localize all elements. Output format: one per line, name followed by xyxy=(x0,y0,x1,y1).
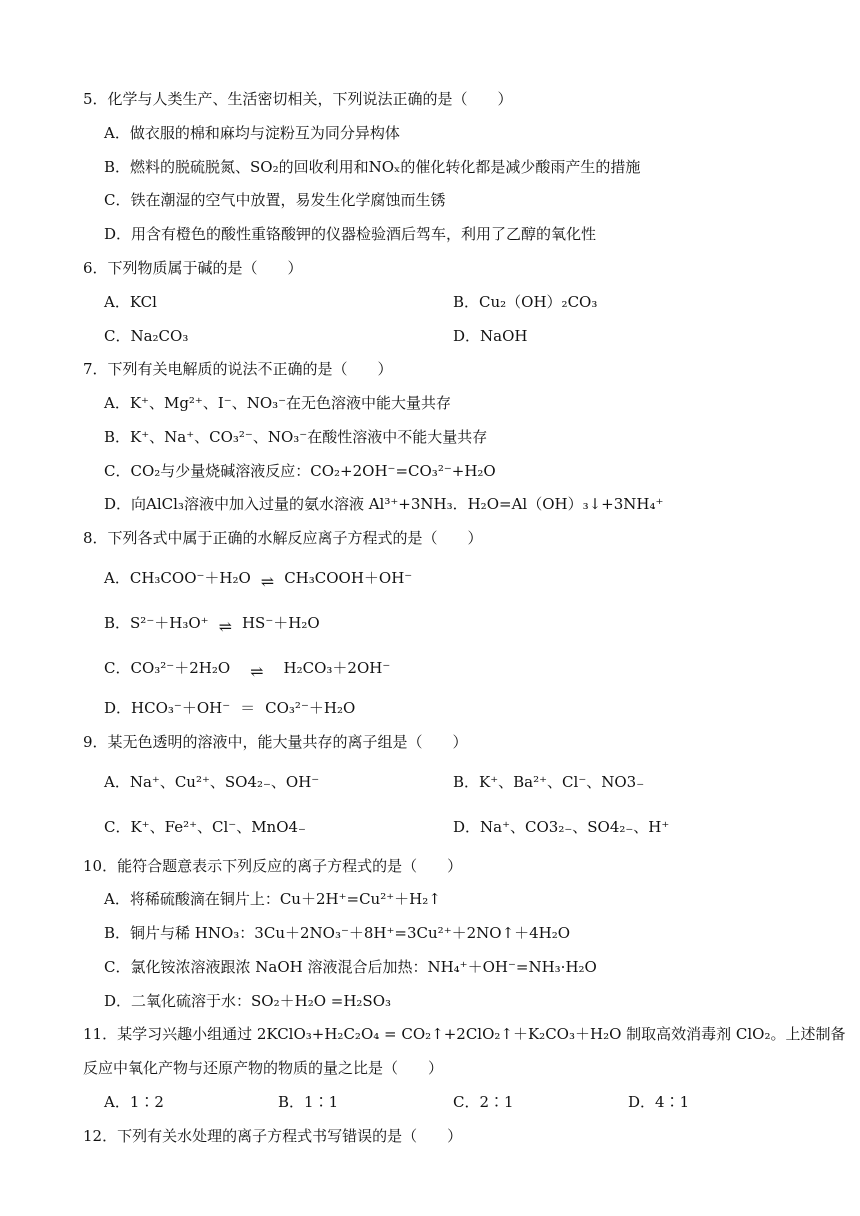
question-5-option-d: D．用含有橙色的酸性重铬酸钾的仪器检验酒后驾车，利用了乙醇的氧化性 xyxy=(104,225,597,243)
equation-lhs: S²⁻＋H₃O⁺ xyxy=(130,614,209,632)
equation-lhs: CO₃²⁻＋2H₂O xyxy=(130,659,231,677)
question-5-option-c: C．铁在潮湿的空气中放置，易发生化学腐蚀而生锈 xyxy=(104,191,446,209)
question-9-option-d: D．Na⁺、CO3₂₋、SO4₂₋、H⁺ xyxy=(453,818,670,836)
equation-rhs: CO₃²⁻＋H₂O xyxy=(265,699,356,717)
equation-lhs: HCO₃⁻＋OH⁻ xyxy=(131,699,231,717)
question-10-option-c: C．氯化铵浓溶液跟浓 NaOH 溶液混合后加热：NH₄⁺＋OH⁻=NH₃·H₂O xyxy=(104,958,597,976)
question-10-option-d: D．二氧化硫溶于水：SO₂＋H₂O =H₂SO₃ xyxy=(104,992,392,1010)
question-8-option-d xyxy=(104,698,355,718)
question-5-stem: 5．化学与人类生产、生活密切相关，下列说法正确的是（ ） xyxy=(83,90,513,108)
question-10-option-a: A．将稀硫酸滴在铜片上：Cu＋2H⁺=Cu²⁺＋H₂↑ xyxy=(104,890,441,908)
equation-rhs: CH₃COOH＋OH⁻ xyxy=(284,569,413,587)
question-6-option-a: A．KCl xyxy=(104,293,157,311)
question-6-option-c: C．Na₂CO₃ xyxy=(104,327,189,345)
equation-lhs: CH₃COO⁻＋H₂O xyxy=(129,569,251,587)
question-5-option-a: A．做衣服的棉和麻均与淀粉互为同分异构体 xyxy=(104,124,400,142)
option-label: D． xyxy=(104,699,132,717)
question-11-option-d: D．4∶1 xyxy=(628,1093,690,1111)
option-label: B． xyxy=(104,614,131,632)
question-6-stem: 6．下列物质属于碱的是（ ） xyxy=(83,259,303,277)
question-11-option-c: C．2∶1 xyxy=(453,1093,514,1111)
question-9-option-a: A．Na⁺、Cu²⁺、SO4₂₋、OH⁻ xyxy=(104,773,320,791)
equals-sign: ＝ xyxy=(240,699,256,717)
question-7-option-a: A．K⁺、Mg²⁺、I⁻、NO₃⁻在无色溶液中能大量共存 xyxy=(104,394,452,412)
question-7-option-c: C．CO₂与少量烧碱溶液反应：CO₂+2OH⁻=CO₃²⁻+H₂O xyxy=(104,462,496,480)
question-7-stem: 7．下列有关电解质的说法不正确的是（ ） xyxy=(83,360,393,378)
option-label: C． xyxy=(104,659,131,677)
equilibrium-arrow: ⇌ xyxy=(218,617,232,636)
question-6-option-d: D．NaOH xyxy=(453,327,528,345)
question-11-option-b: B．1∶1 xyxy=(278,1093,339,1111)
equation-rhs: H₂CO₃＋2OH⁻ xyxy=(283,659,391,677)
question-9-option-b: B．K⁺、Ba²⁺、Cl⁻、NO3₋ xyxy=(453,773,645,791)
question-7-option-d: D．向AlCl₃溶液中加入过量的氨水溶液 Al³⁺+3NH₃．H₂O=Al（OH）₃↓+3NH₄⁺ xyxy=(104,495,664,513)
question-11-option-a: A．1∶2 xyxy=(104,1093,164,1111)
question-11-stem-continued: 反应中氧化产物与还原产物的物质的量之比是（ ） xyxy=(83,1059,444,1077)
question-10-option-b: B．铜片与稀 HNO₃：3Cu＋2NO₃⁻＋8H⁺=3Cu²⁺＋2NO↑＋4H₂O xyxy=(104,924,571,942)
equilibrium-arrow: ⇌ xyxy=(250,662,264,681)
question-8-stem: 8．下列各式中属于正确的水解反应离子方程式的是（ ） xyxy=(83,529,483,547)
question-7-option-b: B．K⁺、Na⁺、CO₃²⁻、NO₃⁻在酸性溶液中不能大量共存 xyxy=(104,428,488,446)
question-12-stem: 12．下列有关水处理的离子方程式书写错误的是（ ） xyxy=(83,1127,463,1145)
equation-rhs: HS⁻＋H₂O xyxy=(241,614,320,632)
option-label: A． xyxy=(104,569,130,587)
question-8-option-a xyxy=(104,568,413,591)
question-8-option-c xyxy=(104,658,391,681)
equilibrium-arrow: ⇌ xyxy=(260,572,275,591)
question-11-stem: 11．某学习兴趣小组通过 2KClO₃+H₂C₂O₄ = CO₂↑+2ClO₂↑＋K₂CO₃＋H₂O 制取高效消毒剂 ClO₂。上述制备 xyxy=(83,1025,846,1043)
question-9-stem: 9．某无色透明的溶液中，能大量共存的离子组是（ ） xyxy=(83,733,468,751)
question-6-option-b: B．Cu₂（OH）₂CO₃ xyxy=(453,293,598,311)
question-9-option-c: C．K⁺、Fe²⁺、Cl⁻、MnO4₋ xyxy=(104,818,306,836)
question-8-option-b xyxy=(104,613,320,636)
question-10-stem: 10．能符合题意表示下列反应的离子方程式的是（ ） xyxy=(83,857,463,875)
question-5-option-b: B．燃料的脱硫脱氮、SO₂的回收利用和NOₓ的催化转化都是减少酸雨产生的措施 xyxy=(104,158,641,176)
